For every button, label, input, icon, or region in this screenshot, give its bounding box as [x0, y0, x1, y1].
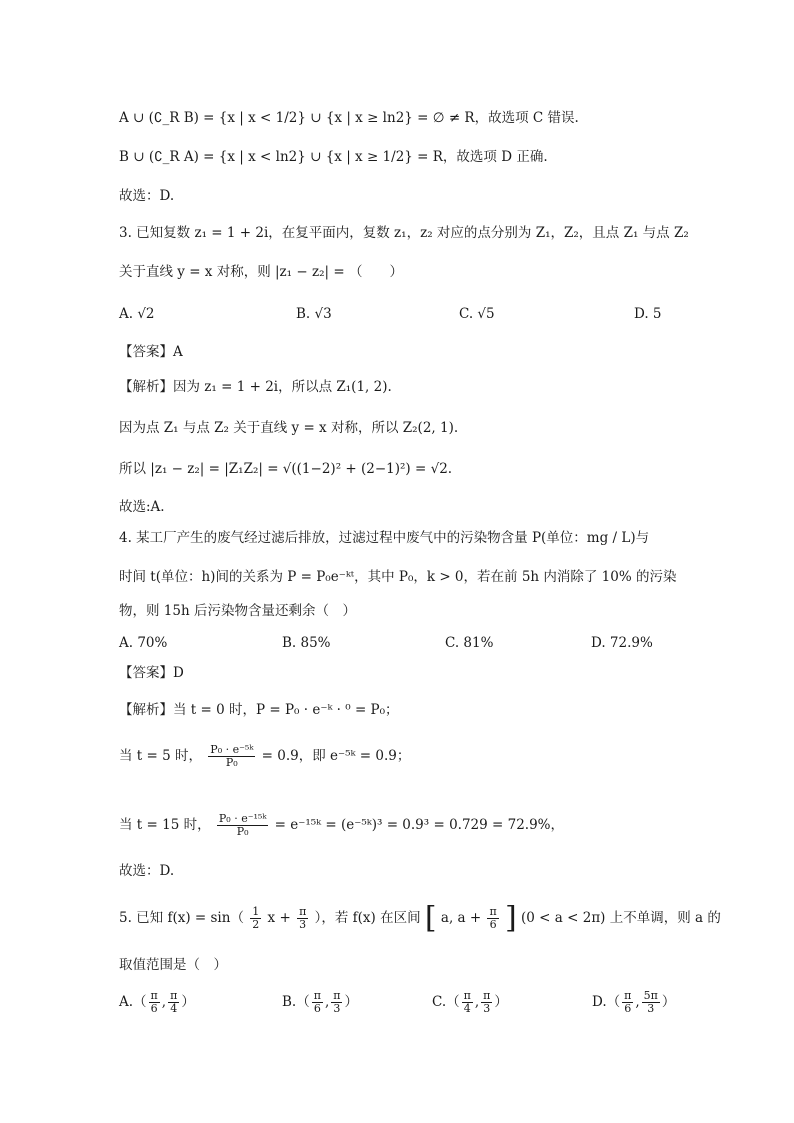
fraction-numerator: π: [313, 989, 321, 1002]
q5-interval-b: (0 < a < 2π) 上不单调，则 a 的: [521, 910, 721, 926]
fraction-denominator: P₀: [236, 825, 249, 838]
q5-option-d: [592, 990, 675, 1015]
separator: ,: [324, 994, 330, 1010]
q3-stem-line2: 关于直线 y = x 对称，则 |z₁ − z₂| = （ ）: [119, 264, 403, 280]
fraction-denominator: 4: [170, 1002, 178, 1015]
fraction-numerator: π: [489, 905, 497, 918]
close-paren: ）: [181, 994, 195, 1010]
q3-answer: 【答案】A: [119, 344, 183, 360]
fraction-numerator: 5π: [643, 989, 658, 1002]
q4-analysis-2-pre: 当 t = 5 时，: [119, 748, 202, 764]
right-bracket: ]: [505, 900, 517, 936]
fraction-denominator: 4: [463, 1002, 471, 1015]
option-fraction-1: [312, 990, 323, 1015]
option-label: C.（: [432, 994, 460, 1010]
q3-analysis-1: 【解析】因为 z₁ = 1 + 2i，所以点 Z₁(1, 2).: [119, 379, 392, 395]
q4-option-c: C. 81%: [445, 635, 494, 651]
q3-analysis-3: 所以 |z₁ − z₂| = |Z₁Z₂| = √((1−2)² + (2−1)²) = √2.: [119, 461, 453, 477]
q4-stem-line1: 4. 某工厂产生的废气经过滤后排放，过滤过程中废气中的污染物含量 P(单位：mg / L)与: [119, 530, 650, 546]
option-fraction-2: [168, 990, 179, 1015]
q4-choose: 故选：D.: [119, 863, 175, 879]
fraction-numerator: π: [483, 989, 491, 1002]
fraction-denominator: 3: [647, 1002, 655, 1015]
fraction-denominator: 6: [313, 1002, 321, 1015]
q5-half-fraction: [250, 906, 261, 931]
close-paren: ）: [344, 994, 358, 1010]
q4-answer: 【答案】D: [119, 665, 184, 681]
q5-option-c: [432, 990, 508, 1015]
q4-analysis-2-fraction: [208, 744, 255, 769]
separator: ,: [161, 994, 167, 1010]
q5-pi3-fraction: [297, 906, 308, 931]
q4-analysis-3: [119, 813, 564, 838]
q5-stem-part-b: x +: [267, 910, 291, 926]
fraction-numerator: P₀ · e⁻⁵ᵏ: [210, 743, 254, 756]
q3-option-a: A. √2: [119, 306, 155, 322]
q4-analysis-2-post: = 0.9，即 e⁻⁵ᵏ = 0.9；: [261, 748, 411, 764]
close-paren: ）: [494, 994, 508, 1010]
q5-option-b: [282, 990, 358, 1015]
fraction-denominator: 2: [252, 918, 260, 931]
q3-option-c: C. √5: [459, 306, 495, 322]
q4-option-d: D. 72.9%: [591, 635, 653, 651]
close-paren: ）: [661, 994, 676, 1010]
q4-analysis-3-pre: 当 t = 15 时，: [119, 817, 211, 833]
option-label: A.（: [119, 994, 147, 1010]
q3-choose: 故选:A.: [119, 499, 165, 515]
q4-option-a: A. 70%: [119, 635, 168, 651]
choose-answer: 故选：D.: [119, 188, 175, 204]
fraction-denominator: 6: [150, 1002, 158, 1015]
fraction-denominator: 3: [483, 1002, 491, 1015]
q3-option-d: D. 5: [634, 306, 662, 322]
fraction-denominator: P₀: [225, 756, 238, 769]
fraction-denominator: 6: [624, 1002, 632, 1015]
q4-analysis-3-post: = e⁻¹⁵ᵏ = (e⁻⁵ᵏ)³ = 0.9³ = 0.729 = 72.9%，: [274, 817, 564, 833]
q5-pi6-fraction: [487, 906, 498, 931]
option-fraction-1: [622, 990, 633, 1015]
fraction-numerator: 1: [252, 905, 260, 918]
fraction-denominator: 6: [489, 918, 497, 931]
q5-stem-part-a: 5. 已知 f(x) = sin（: [119, 910, 244, 926]
option-fraction-1: [149, 990, 160, 1015]
fraction-numerator: π: [150, 989, 158, 1002]
separator: ,: [635, 994, 640, 1010]
fraction-numerator: π: [624, 989, 632, 1002]
q4-analysis-1: 【解析】当 t = 0 时，P = P₀ · e⁻ᵏ · ⁰ = P₀；: [119, 702, 399, 718]
fraction-denominator: 3: [333, 1002, 341, 1015]
q5-stem-line1: [119, 900, 721, 936]
q5-interval-a: a, a +: [440, 910, 482, 926]
q3-stem-line1: 3. 已知复数 z₁ = 1 + 2i，在复平面内，复数 z₁，z₂ 对应的点分别为 Z₁，Z₂，且点 Z₁ 与点 Z₂: [119, 225, 689, 241]
solution-line-c: A ∪ (∁_R B) = {x | x < 1/2} ∪ {x | x ≥ ln2} = ∅ ≠ R，故选项 C 错误.: [119, 110, 579, 126]
q3-option-b: B. √3: [296, 306, 332, 322]
option-fraction-1: [462, 990, 473, 1015]
fraction-numerator: π: [170, 989, 178, 1002]
left-bracket: [: [424, 900, 437, 936]
q4-stem-line3: 物，则 15h 后污染物含量还剩余（ ）: [119, 603, 356, 619]
fraction-numerator: π: [463, 989, 471, 1002]
fraction-numerator: π: [299, 905, 307, 918]
fraction-denominator: 3: [299, 918, 307, 931]
option-fraction-2: [642, 990, 660, 1015]
option-fraction-2: [481, 990, 492, 1015]
separator: ,: [474, 994, 480, 1010]
fraction-numerator: P₀ · e⁻¹⁵ᵏ: [218, 812, 267, 825]
fraction-numerator: π: [333, 989, 341, 1002]
solution-line-d: B ∪ (∁_R A) = {x | x < ln2} ∪ {x | x ≥ 1/2} = R，故选项 D 正确.: [119, 149, 548, 165]
q5-stem-part-c: ），若 f(x) 在区间: [314, 910, 421, 926]
option-label: B.（: [282, 994, 310, 1010]
q4-option-b: B. 85%: [282, 635, 331, 651]
q4-analysis-3-fraction: [217, 813, 268, 838]
q3-analysis-2: 因为点 Z₁ 与点 Z₂ 关于直线 y = x 对称，所以 Z₂(2, 1).: [119, 420, 459, 436]
option-label: D.（: [592, 994, 621, 1010]
q4-stem-line2: 时间 t(单位：h)间的关系为 P = P₀e⁻ᵏᵗ，其中 P₀，k > 0，若在前 5h 内消除了 10% 的污染: [119, 569, 677, 585]
q4-analysis-2: [119, 744, 410, 769]
q5-stem-line2: 取值范围是（ ）: [119, 957, 227, 973]
q5-option-a: [119, 990, 195, 1015]
option-fraction-2: [331, 990, 342, 1015]
